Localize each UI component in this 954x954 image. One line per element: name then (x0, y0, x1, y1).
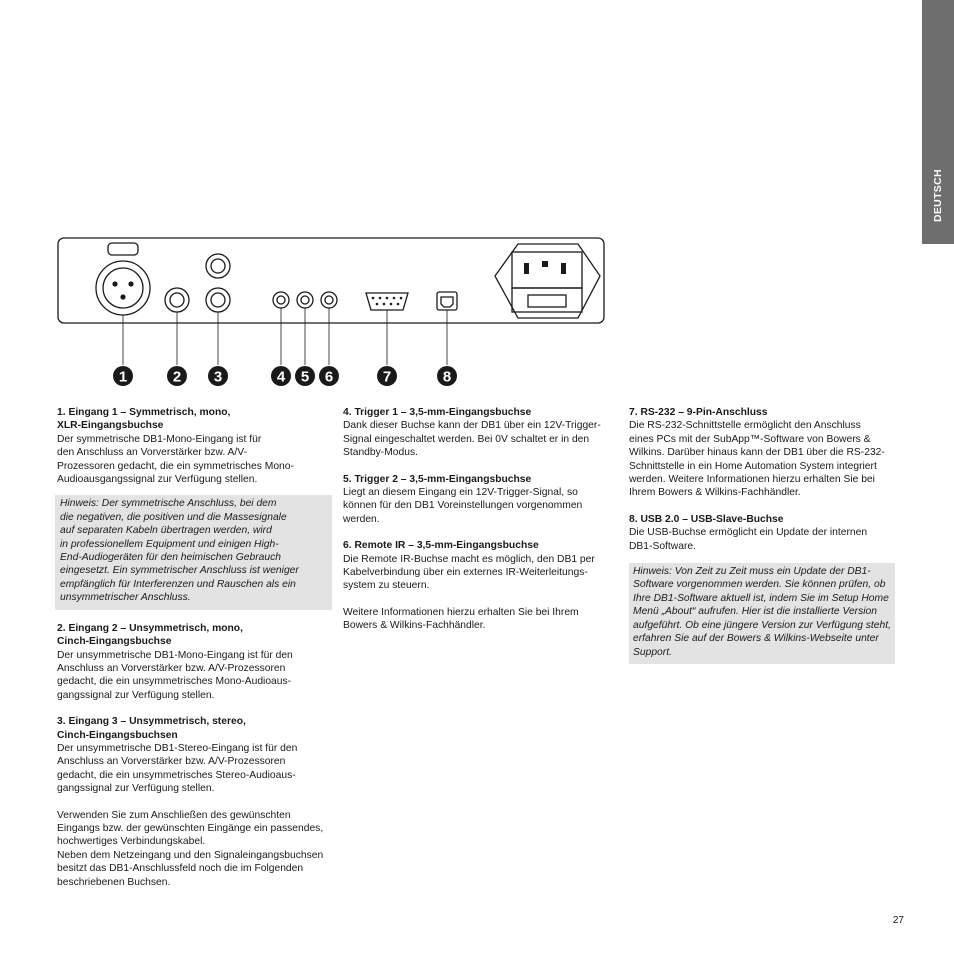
input1-line: Audioausgangssignal zur Verfügung stellen. (57, 474, 258, 486)
connector-panel-diagram (0, 0, 954, 400)
iec-socket (512, 252, 582, 288)
usb-line: DB1-Software. (629, 540, 696, 552)
usb-heading: 8. USB 2.0 – USB-Slave-Buchse (629, 513, 784, 525)
balanced-note (55, 495, 332, 609)
callout-6 (319, 366, 339, 386)
usb-inner (441, 297, 453, 307)
jack-5-outer (297, 292, 313, 308)
rs232-line: eines PCs mit der SubApp™-Software von Bowers & (629, 433, 871, 445)
rs232-line: werden. Weitere Informationen hierzu erhalten Sie bei (629, 474, 875, 486)
note-line: Support. (633, 646, 672, 658)
input2-line: Anschluss an Vorverstärker bzw. A/V-Prozessoren (57, 662, 286, 674)
fuse-drawer (512, 288, 582, 312)
input1-heading-line2: XLR-Eingangsbuchse (57, 420, 164, 432)
trigger2-line: werden. (343, 513, 380, 525)
callout-number: 8 (442, 368, 452, 386)
input3-line: gangssignal zur Verfügung stellen. (57, 783, 215, 795)
jack-4-outer (273, 292, 289, 308)
xlr-jack-outer (96, 261, 150, 315)
jack-6-inner (325, 296, 333, 304)
column-1 (57, 406, 332, 889)
input2-line: gedacht, die ein unsymmetrisches Mono-Audioaus- (57, 676, 292, 688)
rca-2-outer (165, 288, 189, 312)
note-line: auf separaten Kabeln übertragen werden, wird (60, 525, 272, 537)
input2-heading-line1: 2. Eingang 2 – Unsymmetrisch, mono, (57, 622, 243, 634)
rs232-line: Wilkins. Darüber hinaus kann der DB1 über die RS-232- (629, 447, 885, 459)
callout-number: 1 (118, 368, 128, 386)
note-line: aufgeführt. Ob eine jüngere Version zur Verfügung steht, (633, 619, 891, 631)
callout-number: 3 (213, 368, 223, 386)
note-line: in professionellem Equipment und einigen High- (60, 538, 279, 550)
trigger1-line: Signal eingeschaltet werden. Bei 0V schaltet er in den (343, 433, 590, 445)
input3-line: gedacht, die ein unsymmetrisches Stereo-Audioaus- (57, 769, 296, 781)
trigger1-heading: 4. Trigger 1 – 3,5-mm-Eingangsbuchse (343, 407, 532, 418)
callout-3 (208, 366, 228, 386)
rca-3a-outer (206, 254, 230, 278)
closing-line: Verwenden Sie zum Anschließen des gewünschten (57, 809, 291, 821)
callout-8 (437, 366, 457, 386)
callout-4 (271, 366, 291, 386)
input3-line: Anschluss an Vorverstärker bzw. A/V-Prozessoren (57, 756, 286, 768)
note-line: erfahren Sie auf der Bowers & Wilkins-Webseite unter (633, 633, 879, 645)
remote-ir-line: Kabelverbindung über ein externes IR-Weiterleitungs- (343, 567, 588, 579)
column-3 (629, 406, 899, 664)
note-line: Menü „About“ aufrufen. Hier ist die installierte Version (633, 606, 877, 618)
note-line: die negativen, die positiven und die Massesignale (60, 511, 287, 523)
callout-number: 7 (382, 368, 392, 386)
input1-line: den Anschluss an Vorverstärker bzw. A/V- (57, 447, 248, 459)
rca-3b-outer (206, 288, 230, 312)
rs232-line: Ihrem Bowers & Wilkins-Fachhändler. (629, 487, 801, 499)
note-line: End-Audiogeräten für den heimischen Gebrauch (60, 552, 281, 564)
trigger2-heading: 5. Trigger 2 – 3,5-mm-Eingangsbuchse (343, 473, 532, 485)
trigger1-line: Dank dieser Buchse kann der DB1 über ein 12V-Trigger- (343, 420, 601, 432)
input2-line: Der unsymmetrische DB1-Mono-Eingang ist für den (57, 649, 293, 661)
xlr-jack-inner (103, 268, 143, 308)
note-line: eingesetzt. Ein symmetrischer Anschluss ist weniger (60, 565, 299, 577)
db9-shell (366, 293, 408, 310)
rca-3a-inner (211, 259, 225, 273)
page-number: 27 (892, 915, 904, 926)
col2-closing-line: Weitere Informationen hierzu erhalten Sie bei Ihrem (343, 606, 579, 618)
callout-1 (113, 366, 133, 386)
rs232-line: Schnittstelle in ein Home Automation System integriert (629, 460, 877, 472)
rca-2-inner (170, 293, 184, 307)
update-note (629, 563, 895, 664)
input1-line: Prozessoren gedacht, die ein symmetrisches Mono- (57, 460, 294, 472)
trigger2-line: können für den DB1 Voreinstellungen vorgenommen (343, 500, 583, 512)
jack-5-inner (301, 296, 309, 304)
closing-line: Eingangs bzw. der gewünschten Eingänge ein passendes, (57, 822, 324, 834)
remote-ir-line: Die Remote IR-Buchse macht es möglich, den DB1 per (343, 553, 595, 565)
input3-heading-line2: Cinch-Eingangsbuchsen (57, 729, 178, 741)
note-line: empfänglich für Interferenzen und Rauschen als ein (60, 578, 296, 590)
jack-4-inner (277, 296, 285, 304)
note-line: Software vorgenommen werden. Sie können prüfen, ob (633, 579, 886, 591)
closing-line: hochwertiges Verbindungskabel. (57, 836, 206, 848)
rs232-heading: 7. RS-232 – 9-Pin-Anschluss (629, 407, 768, 418)
remote-ir-line: system zu steuern. (343, 580, 430, 592)
callout-2 (167, 366, 187, 386)
language-tab-label: DEUTSCH (932, 169, 944, 222)
closing-line: Neben dem Netzeingang und den Signaleingangsbuchsen (57, 849, 324, 861)
callout-number: 2 (172, 368, 182, 386)
input3-line: Der unsymmetrische DB1-Stereo-Eingang ist für den (57, 742, 298, 754)
callout-number: 5 (300, 368, 310, 386)
input1-heading-line1: 1. Eingang 1 – Symmetrisch, mono, (57, 407, 231, 418)
note-line: Hinweis: Von Zeit zu Zeit muss ein Update der DB1- (633, 566, 871, 578)
closing-line: beschriebenen Buchsen. (57, 876, 171, 888)
note-line: Ihre DB1-Software aktuell ist, indem Sie im Setup Home (633, 592, 889, 604)
trigger1-line: Standby-Modus. (343, 447, 418, 459)
callout-number: 4 (276, 368, 286, 386)
col2-closing-line: Bowers & Wilkins-Fachhändler. (343, 620, 486, 632)
jack-6-outer (321, 292, 337, 308)
callout-7 (377, 366, 397, 386)
input2-line: gangssignal zur Verfügung stellen. (57, 689, 215, 701)
input1-line: Der symmetrische DB1-Mono-Eingang ist für (57, 433, 262, 445)
callout-number: 6 (324, 368, 334, 386)
input2-heading-line2: Cinch-Eingangsbuchse (57, 636, 172, 648)
input3-heading-line1: 3. Eingang 3 – Unsymmetrisch, stereo, (57, 716, 246, 728)
rs232-line: Die RS-232-Schnittstelle ermöglicht den Anschluss (629, 420, 861, 432)
rca-3b-inner (211, 293, 225, 307)
note-line: Hinweis: Der symmetrische Anschluss, bei dem (60, 498, 277, 510)
fuse-tab (528, 295, 566, 307)
xlr-latch (108, 243, 138, 255)
usb-line: Die USB-Buchse ermöglicht ein Update der internen (629, 527, 868, 539)
panel-outline (58, 238, 604, 323)
note-line: unsymmetrischer Anschluss. (60, 592, 191, 604)
column-2 (343, 406, 613, 633)
remote-ir-heading: 6. Remote IR – 3,5-mm-Eingangsbuchse (343, 540, 539, 552)
closing-line: besitzt das DB1-Anschlussfeld noch die im Folgenden (57, 863, 304, 875)
trigger2-line: Liegt an diesem Eingang ein 12V-Trigger-Signal, so (343, 487, 578, 499)
callout-5 (295, 366, 315, 386)
